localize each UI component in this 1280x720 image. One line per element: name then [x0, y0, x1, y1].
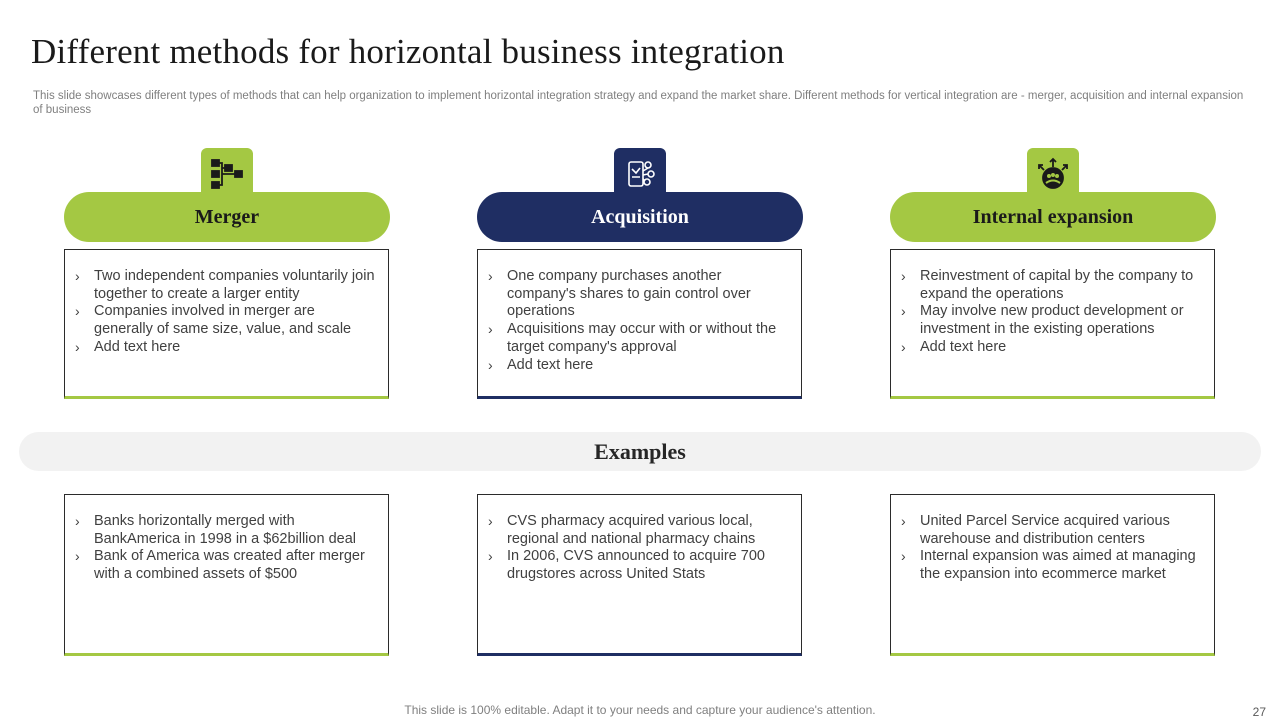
list-item: › Acquisitions may occur with or without the target company's approval — [507, 321, 789, 356]
list-item: › May involve new product development or investment in the existing operations — [920, 303, 1202, 338]
method-acquisition-card — [477, 249, 802, 399]
footer-note: This slide is 100% editable. Adapt it to your needs and capture your audience's attention. — [404, 703, 876, 717]
method-merger-header: Merger — [64, 192, 390, 242]
list-item: › Two independent companies voluntarily join together to create a larger entity — [94, 268, 376, 303]
list-item: › Add text here — [94, 339, 376, 357]
list-item: › Reinvestment of capital by the company to expand the operations — [920, 268, 1202, 303]
example-acquisition-card — [477, 494, 802, 656]
list-item: › Add text here — [507, 357, 789, 375]
method-internal-expansion-card — [890, 249, 1215, 399]
method-internal-expansion-header: Internal expansion — [890, 192, 1216, 242]
list-item: › Internal expansion was aimed at managing the expansion into ecommerce market — [920, 548, 1202, 583]
list-item: › United Parcel Service acquired various warehouse and distribution centers — [920, 513, 1202, 548]
list-item: › Companies involved in merger are generally of same size, value, and scale — [94, 303, 376, 338]
example-merger-card — [64, 494, 389, 656]
list-item: › One company purchases another company's shares to gain control over operations — [507, 268, 789, 321]
list-item: › Bank of America was created after merger with a combined assets of $500 — [94, 548, 376, 583]
slide-title: Different methods for horizontal business integration — [31, 32, 785, 71]
list-item: › Add text here — [920, 339, 1202, 357]
list-item: › CVS pharmacy acquired various local, regional and national pharmacy chains — [507, 513, 789, 548]
slide-subtitle: This slide showcases different types of methods that can help organization to implement horizontal integration strategy and expand the market share. Different methods for vertical integration are - merger, acquisition and internal expansion of business — [33, 90, 1244, 116]
list-item: › Banks horizontally merged with BankAmerica in 1998 in a $62billion deal — [94, 513, 376, 548]
page-number: 27 — [1252, 705, 1266, 719]
method-acquisition-header: Acquisition — [477, 192, 803, 242]
example-internal-expansion-card — [890, 494, 1215, 656]
method-merger-card — [64, 249, 389, 399]
examples-heading: Examples — [19, 432, 1261, 471]
list-item: › In 2006, CVS announced to acquire 700 drugstores across United Stats — [507, 548, 789, 583]
